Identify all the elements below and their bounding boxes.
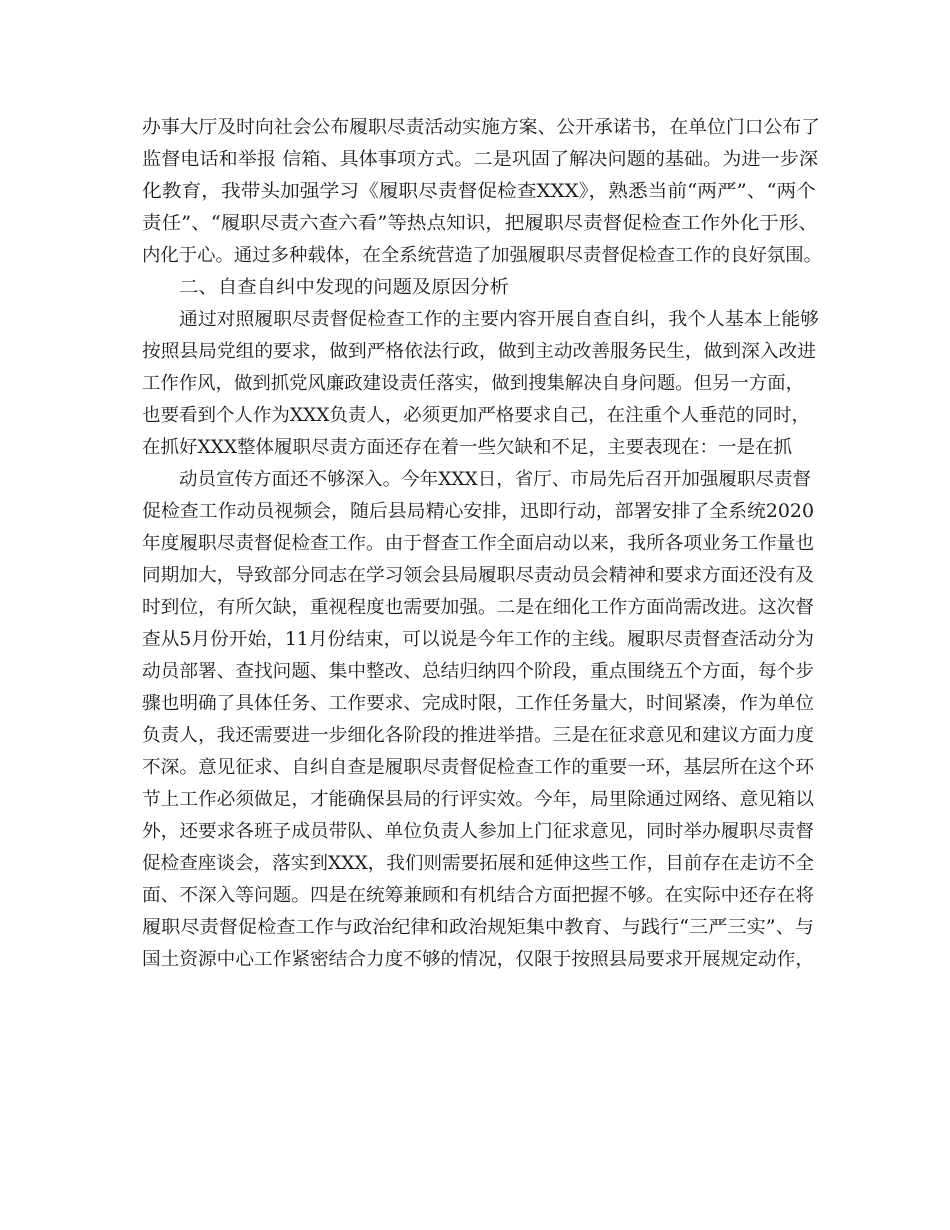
line-text: 工作作风，做到抓党风廉政建设责任落实，做到搜集解决自身问题。但另一方面， xyxy=(142,373,804,394)
line-text: 时到位，有所欠缺，重视程度也需要加强。二是在细化工作方面尚需改进。这次督 xyxy=(142,597,814,618)
paragraph-line xyxy=(0,464,950,496)
section-heading-text: 二、自查自纠中发现的问题及原因分析 xyxy=(179,277,509,298)
paragraph-line xyxy=(0,624,950,656)
paragraph-line xyxy=(0,848,950,880)
line-text: 负责人，我还需要进一步细化各阶段的推进举措。三是在征求意见和建议方面力度 xyxy=(142,725,814,746)
paragraph-line xyxy=(0,944,950,976)
line-text: 同期加大，导致部分同志在学习领会县局履职尽责动员会精神和要求方面还没有及 xyxy=(142,565,814,586)
paragraph-line xyxy=(0,688,950,720)
section-heading xyxy=(0,272,950,304)
paragraph-line xyxy=(0,144,950,176)
line-text: 在抓好XXX整体履职尽责方面还存在着一些欠缺和不足，主要表现在：一是在抓 xyxy=(142,437,792,458)
paragraph-line xyxy=(0,112,950,144)
paragraph-line xyxy=(0,784,950,816)
paragraph-line xyxy=(0,592,950,624)
line-text: 促检查座谈会，落实到XXX，我们则需要拓展和延伸这些工作，目前存在走访不全 xyxy=(142,853,814,874)
paragraph-line xyxy=(0,208,950,240)
paragraph-line xyxy=(0,176,950,208)
paragraph-line xyxy=(0,816,950,848)
paragraph-line xyxy=(0,880,950,912)
paragraph-line xyxy=(0,240,950,272)
line-text: 办事大厅及时向社会公布履职尽责活动实施方案、公开承诺书，在单位门口公布了 xyxy=(142,117,820,138)
line-text: 动员宣传方面还不够深入。今年XXX日，省厅、市局先后召开加强履职尽责督 xyxy=(179,469,811,490)
line-text: 促检查工作动员视频会，随后县局精心安排，迅即行动，部署安排了全系统2020 xyxy=(142,501,814,522)
paragraph-line xyxy=(0,336,950,368)
paragraph-line xyxy=(0,496,950,528)
line-text: 年度履职尽责督促检查工作。由于督查工作全面启动以来，我所各项业务工作量也 xyxy=(142,533,814,554)
line-text: 化教育，我带头加强学习《履职尽责督促检查XXX》，熟悉当前“两严”、“两个 xyxy=(142,181,816,202)
line-text: 不深。意见征求、自纠自查是履职尽责督促检查工作的重要一环，基层所在这个环 xyxy=(142,757,814,778)
line-text: 责任”、“履职尽责六查六看”等热点知识，把履职尽责督促检查工作外化于形、 xyxy=(142,213,818,234)
line-text: 外，还要求各班子成员带队、单位负责人参加上门征求意见，同时举办履职尽责督 xyxy=(142,821,814,842)
line-text: 国土资源中心工作紧密结合力度不够的情况，仅限于按照县局要求开展规定动作， xyxy=(142,949,814,970)
line-text: 也要看到个人作为XXX负责人，必须更加严格要求自己，在注重个人垂范的同时， xyxy=(142,405,810,426)
line-text: 面、不深入等问题。四是在统筹兼顾和有机结合方面把握不够。在实际中还存在将 xyxy=(142,885,814,906)
line-text: 骤也明确了具体任务、工作要求、完成时限，工作任务量大，时间紧凑，作为单位 xyxy=(142,693,814,714)
paragraph-line xyxy=(0,304,950,336)
paragraph-line xyxy=(0,400,950,432)
line-text: 查从5月份开始，11月份结束，可以说是今年工作的主线。履职尽责督查活动分为 xyxy=(142,629,814,650)
paragraph-line xyxy=(0,752,950,784)
line-text: 节上工作必须做足，才能确保县局的行评实效。今年，局里除通过网络、意见箱以 xyxy=(142,789,814,810)
paragraph-line xyxy=(0,720,950,752)
line-text: 动员部署、查找问题、集中整改、总结归纳四个阶段，重点围绕五个方面，每个步 xyxy=(142,661,814,682)
paragraph-line xyxy=(0,656,950,688)
line-text: 按照县局党组的要求，做到严格依法行政，做到主动改善服务民生，做到深入改进 xyxy=(142,341,816,362)
line-text: 履职尽责督促检查工作与政治纪律和政治规矩集中教育、与践行“三严三实”、与 xyxy=(142,917,814,938)
paragraph-line xyxy=(0,432,950,464)
paragraph-line xyxy=(0,368,950,400)
line-text: 通过对照履职尽责督促检查工作的主要内容开展自查自纠，我个人基本上能够 xyxy=(179,309,819,330)
line-text: 内化于心。通过多种载体，在全系统营造了加强履职尽责督促检查工作的良好氛围。 xyxy=(142,245,822,266)
paragraph-line xyxy=(0,528,950,560)
paragraph-line xyxy=(0,912,950,944)
paragraph-line xyxy=(0,560,950,592)
line-text: 监督电话和举报 信箱、具体事项方式。二是巩固了解决问题的基础。为进一步深 xyxy=(142,149,818,170)
